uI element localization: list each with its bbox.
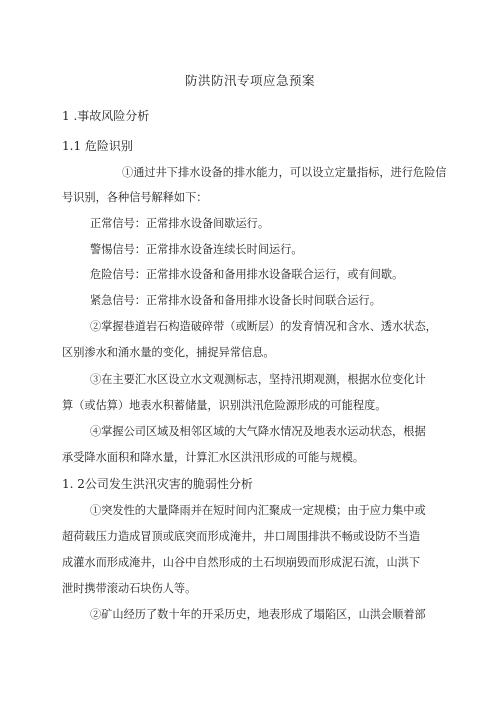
document-title: 防洪防汛专项应急预案: [184, 73, 315, 88]
paragraph-1-line-2: 号识别，各种信号解释如下：: [62, 191, 208, 204]
paragraph-5-line-4: 泄时携带滚动石块伤人等。: [62, 582, 197, 595]
paragraph-3-line-1: ③在主要汇水区设立水文观测标志，坚持汛期观测，根据水位变化计: [90, 373, 426, 386]
paragraph-2-line-2: 区别渗水和涌水量的变化，捕捉异常信息。: [62, 346, 275, 359]
paragraph-4-line-2: 承受降水面积和降水量，计算汇水区洪汛形成的可能与规模。: [62, 451, 365, 464]
section-heading-1: 1 .事故风险分析: [62, 109, 150, 123]
section-heading-1-1: 1.1 危险识别: [62, 139, 133, 153]
signal-danger: 危险信号：正常排水设备和备用排水设备联合运行，或有间歇。: [90, 268, 404, 281]
signal-emergency: 紧急信号：正常排水设备和备用排水设备长时间联合运行。: [90, 294, 381, 307]
paragraph-3-line-2: 算（或估算）地表水积蓄储量，识别洪汛危险源形成的可能程度。: [62, 399, 387, 412]
section-heading-1-2: 1. 2公司发生洪汛灾害的脆弱性分析: [62, 477, 253, 491]
paragraph-6-line-1: ②矿山经历了数十年的开采历史，地表形成了塌陷区，山洪会顺着部: [90, 608, 426, 621]
paragraph-5-line-1: ①突发性的大量降雨并在短时间内汇聚成一定规模；由于应力集中或: [90, 504, 426, 517]
signal-normal: 正常信号：正常排水设备间歇运行。: [90, 217, 270, 230]
signal-alert: 警惕信号：正常排水设备连续长时间运行。: [90, 243, 303, 256]
paragraph-4-line-1: ④掌握公司区域及相邻区域的大气降水情况及地表水运动状态，根据: [90, 425, 426, 438]
paragraph-5-line-2: 超荷载压力造成冒顶或底突而形成淹井，井口周围排洪不畅或设防不当造: [62, 530, 421, 543]
paragraph-2-line-1: ②掌握巷道岩石构造破碎带（或断层）的发育情况和含水、透水状态，: [90, 320, 437, 333]
paragraph-5-line-3: 成灌水而形成淹井，山谷中自然形成的土石坝崩毁而形成泥石流，山洪下: [62, 556, 421, 569]
paragraph-1-line-1: ①通过井下排水设备的排水能力，可以设立定量指标，进行危险信: [122, 166, 447, 179]
